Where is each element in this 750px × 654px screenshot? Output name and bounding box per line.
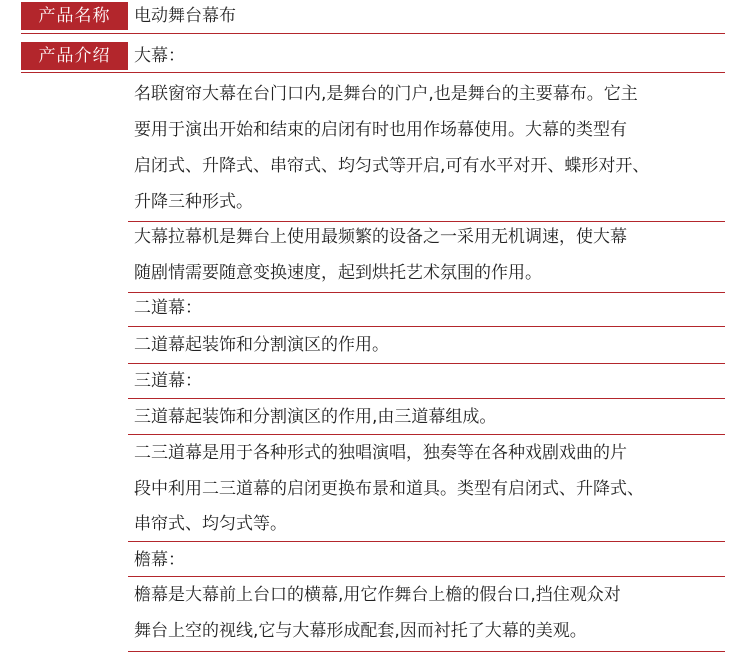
divider [128, 651, 725, 652]
product-name-value: 电动舞台幕布 [134, 6, 236, 26]
divider [21, 33, 725, 34]
intro-line: 二道幕： [134, 298, 202, 318]
intro-line: 要用于演出开始和结束的启闭有时也用作场幕使用。大幕的类型有 [134, 120, 627, 140]
intro-line: 檐幕是大幕前上台口的横幕,用它作舞台上檐的假台口,挡住观众对 [134, 585, 621, 605]
intro-line: 名联窗帘大幕在台门口内,是舞台的门户,也是舞台的主要幕布。它主 [134, 84, 638, 104]
intro-line: 大幕： [134, 46, 185, 66]
intro-line: 段中利用二三道幕的启闭更换布景和道具。类型有启闭式、升降式、 [134, 479, 644, 499]
intro-line: 串帘式、均匀式等。 [134, 514, 287, 534]
product-intro-label: 产品介绍 [21, 42, 128, 70]
divider [21, 72, 725, 73]
intro-line: 三道幕起装饰和分割演区的作用,由三道幕组成。 [134, 407, 497, 427]
intro-line: 二道幕起装饰和分割演区的作用。 [134, 335, 389, 355]
intro-line: 随剧情需要随意变换速度，起到烘托艺术氛围的作用。 [134, 263, 542, 283]
intro-line: 升降三种形式。 [134, 192, 253, 212]
intro-line: 二三道幕是用于各种形式的独唱演唱，独奏等在各种戏剧戏曲的片 [134, 443, 627, 463]
intro-line: 舞台上空的视线,它与大幕形成配套,因而衬托了大幕的美观。 [134, 621, 587, 641]
intro-line: 檐幕： [134, 550, 185, 570]
intro-line: 启闭式、升降式、串帘式、均匀式等开启,可有水平对开、蝶形对开、 [134, 156, 650, 176]
intro-line: 三道幕： [134, 371, 202, 391]
product-name-label: 产品名称 [21, 2, 128, 30]
intro-line: 大幕拉幕机是舞台上使用最频繁的设备之一采用无机调速，使大幕 [134, 227, 627, 247]
